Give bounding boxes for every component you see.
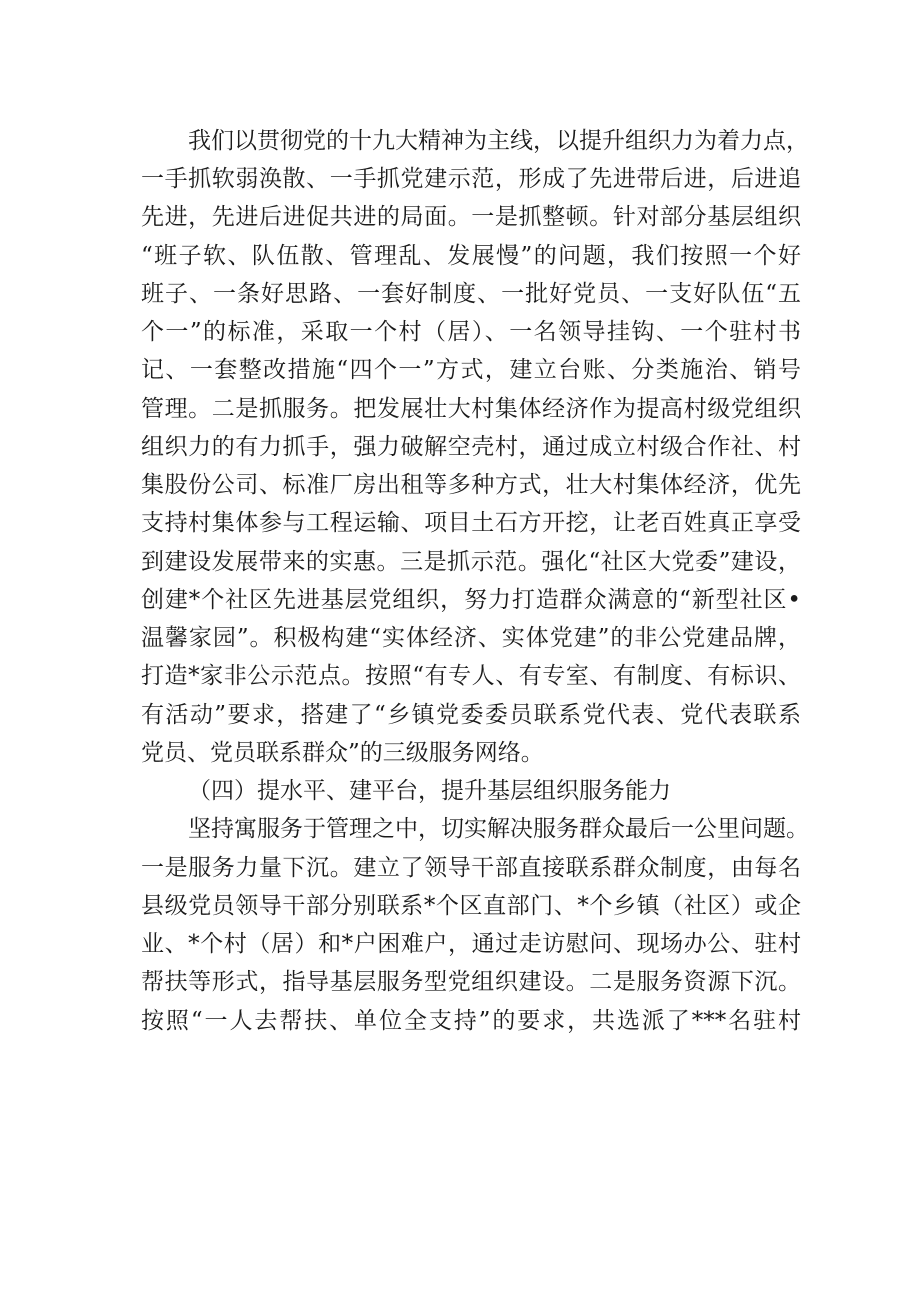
paragraph-1-line-11: 支持村集体参与工程运输、项目土石方开挖，让老百姓真正享受	[141, 510, 801, 536]
paragraph-1-line-13: 创建*个社区先进基层党组织，努力打造群众满意的“新型社区•	[141, 587, 801, 613]
paragraph-2-line-5: 帮扶等形式，指导基层服务型党组织建设。二是服务资源下沉。	[141, 969, 801, 995]
paragraph-1-line-6: 个一”的标准，采取一个村（居）、一名领导挂钩、一个驻村书	[141, 319, 801, 345]
paragraph-1-line-8: 管理。二是抓服务。把发展壮大村集体经济作为提高村级党组织	[141, 396, 801, 422]
paragraph-1-line-3: 先进，先进后进促共进的局面。一是抓整顿。针对部分基层组织	[141, 204, 801, 230]
paragraph-1-line-7: 记、一套整改措施“四个一”方式，建立台账、分类施治、销号	[141, 357, 801, 383]
paragraph-1-line-17: 党员、党员联系群众”的三级服务网络。	[141, 740, 544, 766]
paragraph-1-line-12: 到建设发展带来的实惠。三是抓示范。强化“社区大党委”建设，	[141, 549, 801, 575]
paragraph-1-line-10: 集股份公司、标准厂房出租等多种方式，壮大村集体经济，优先	[141, 472, 801, 498]
paragraph-1-line-1: 我们以贯彻党的十九大精神为主线，以提升组织力为着力点，	[188, 128, 809, 154]
paragraph-1-line-4: “班子软、队伍散、管理乱、发展慢”的问题，我们按照一个好	[141, 243, 801, 269]
paragraph-1-line-5: 班子、一条好思路、一套好制度、一批好党员、一支好队伍“五	[141, 281, 801, 307]
paragraph-1-line-14: 温馨家园”。积极构建“实体经济、实体党建”的非公党建品牌，	[141, 625, 801, 651]
paragraph-2-line-3: 县级党员领导干部分别联系*个区直部门、*个乡镇（社区）或企	[141, 893, 801, 919]
section-heading: （四）提水平、建平台，提升基层组织服务能力	[188, 778, 671, 804]
paragraph-1-line-16: 有活动”要求，搭建了“乡镇党委委员联系党代表、党代表联系	[141, 702, 801, 728]
paragraph-1-line-9: 组织力的有力抓手，强力破解空壳村，通过成立村级合作社、村	[141, 434, 801, 460]
paragraph-2-line-2: 一是服务力量下沉。建立了领导干部直接联系群众制度，由每名	[141, 855, 801, 881]
paragraph-1-line-15: 打造*家非公示范点。按照“有专人、有专室、有制度、有标识、	[141, 663, 801, 689]
paragraph-1-line-2: 一手抓软弱涣散、一手抓党建示范，形成了先进带后进，后进追	[141, 166, 801, 192]
paragraph-2-line-6: 按照“一人去帮扶、单位全支持”的要求，共选派了***名驻村	[141, 1008, 801, 1034]
paragraph-2-line-4: 业、*个村（居）和*户困难户，通过走访慰问、现场办公、驻村	[141, 931, 801, 957]
paragraph-2-line-1: 坚持寓服务于管理之中，切实解决服务群众最后一公里问题。	[188, 816, 809, 842]
